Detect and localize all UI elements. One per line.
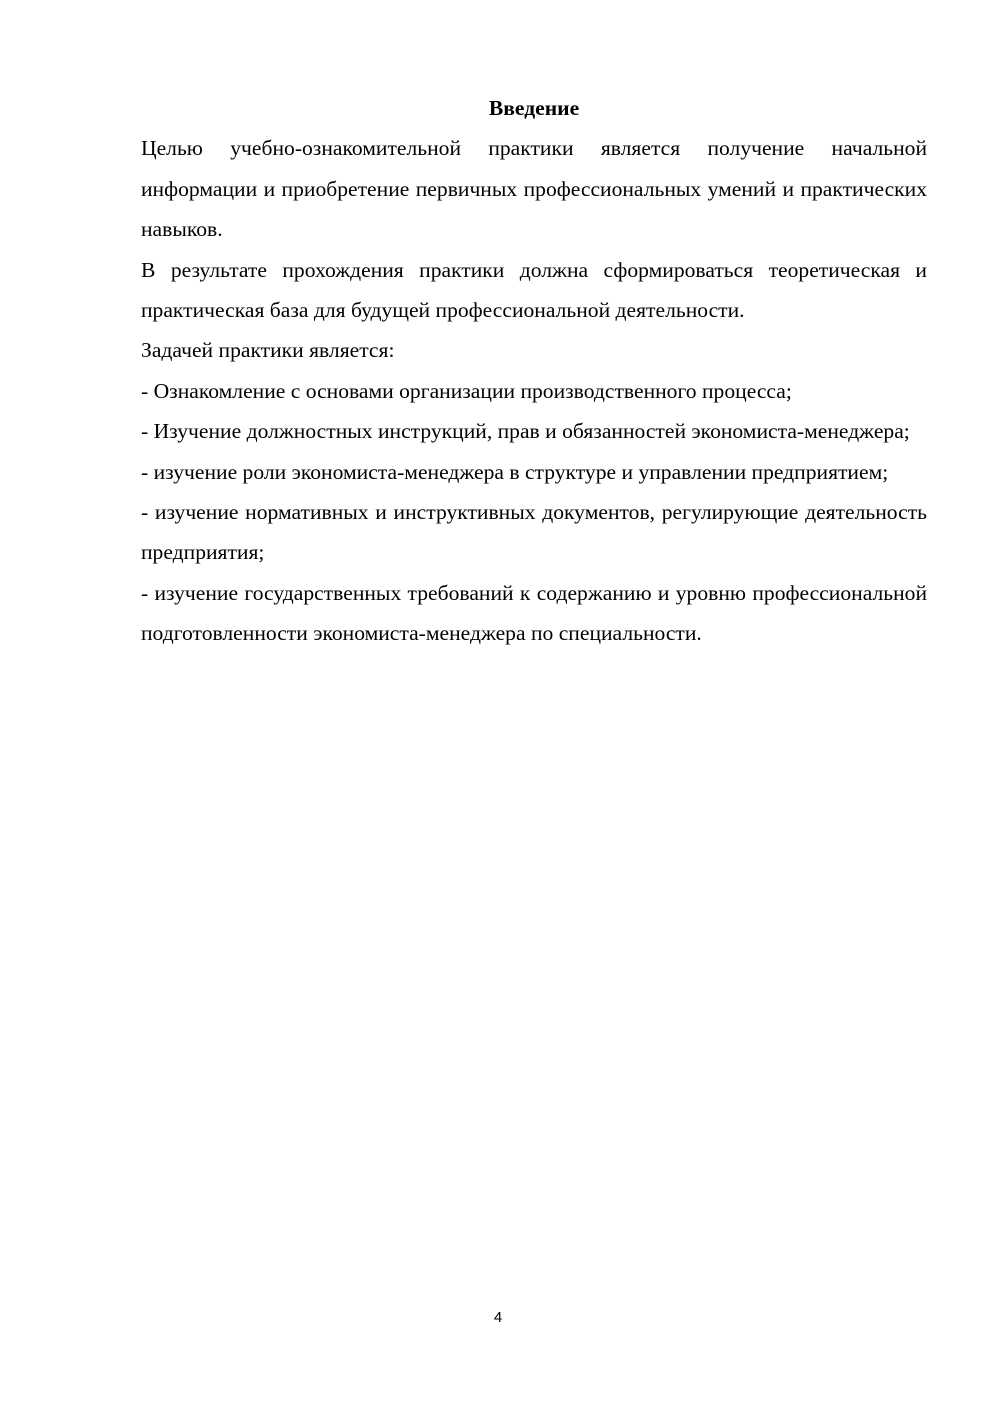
list-item-task-5: - изучение государственных требований к содержанию и уровню профессиональной подготовленности экономиста-менеджера по специальности.: [141, 580, 927, 646]
list-item-task-1: - Ознакомление с основами организации производственного процесса;: [141, 378, 792, 403]
page-number: 4: [493, 1309, 503, 1326]
page-content: [141, 88, 927, 654]
paragraph-goal: Целью учебно-ознакомительной практики является получение начальной информации и приобретение первичных профессиональных умений и практических навыков.: [141, 136, 927, 242]
list-item-task-4: - изучение нормативных и инструктивных документов, регулирующие деятельность предприятия;: [141, 500, 927, 565]
list-item-task-2: - Изучение должностных инструкций, прав и обязанностей экономиста-менеджера;: [141, 419, 910, 444]
paragraph-tasks-heading: Задачей практики является:: [141, 338, 395, 363]
paragraph-result: В результате прохождения практики должна сформироваться теоретическая и практическая база для будущей профессиональной деятельности.: [141, 257, 927, 323]
list-item-task-3: - изучение роли экономиста-менеджера в структуре и управлении предприятием;: [141, 459, 889, 484]
section-title: Введение: [488, 96, 580, 120]
